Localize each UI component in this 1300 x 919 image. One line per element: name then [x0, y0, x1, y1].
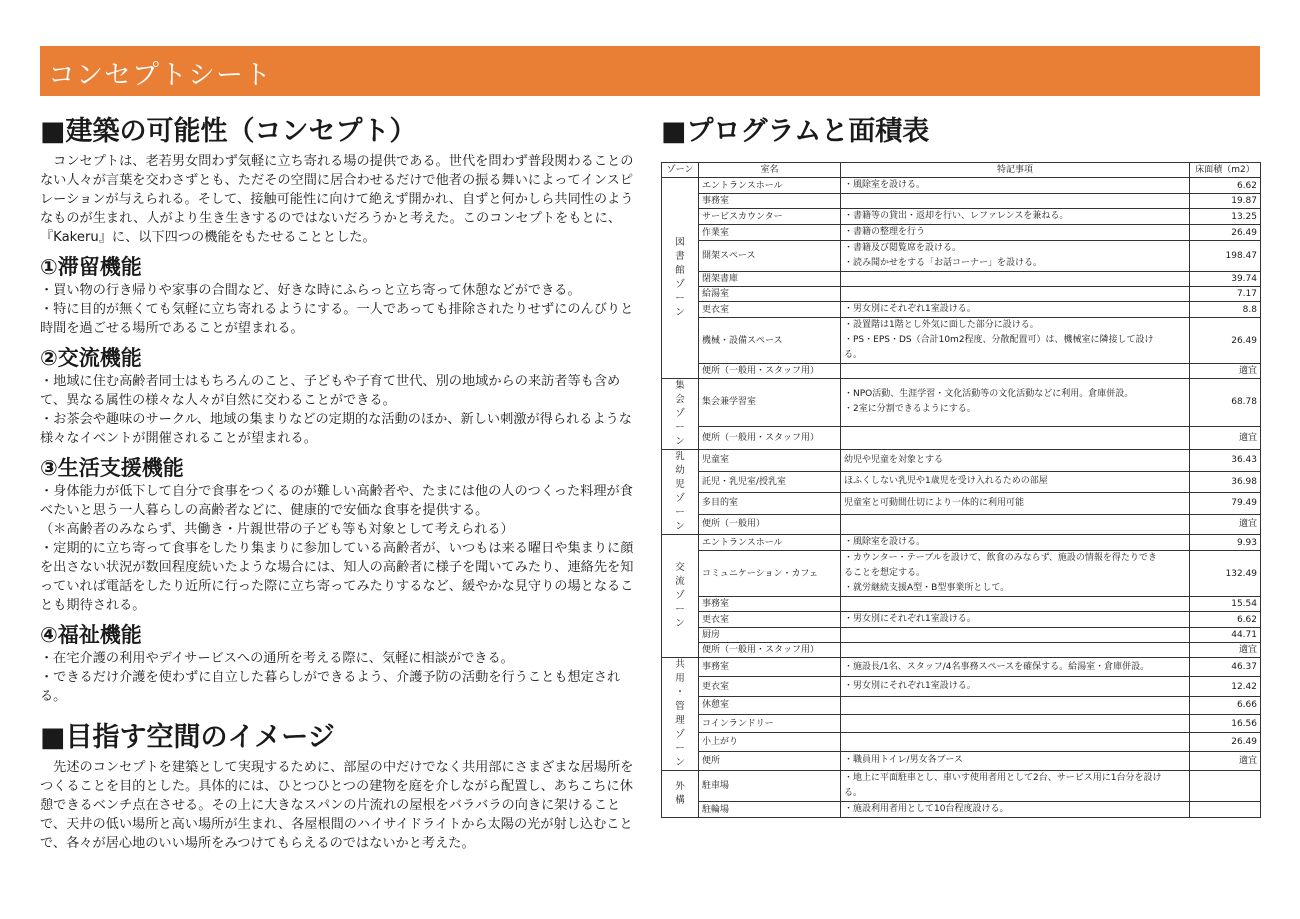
area-value: 適宜 — [1190, 426, 1261, 449]
note-line: 児童室と可動間仕切により一体的に利用可能 — [844, 497, 1025, 508]
table-row — [662, 628, 1261, 643]
table-row — [662, 471, 1261, 493]
area-value: 適宜 — [1190, 751, 1261, 770]
notes-cell — [841, 364, 1190, 379]
notes-cell — [841, 612, 1190, 628]
concept-column — [40, 112, 645, 853]
notes-cell — [841, 178, 1190, 194]
area-value: 適宜 — [1190, 364, 1261, 379]
note-line: ・就労継続支援A型・B型事業所として。 — [844, 583, 1010, 593]
notes-cell — [841, 658, 1190, 677]
table-row — [662, 450, 1261, 472]
zone-name: 外 構 — [675, 781, 685, 806]
note-line: ・男女別にそれぞれ1室設ける。 — [844, 681, 976, 692]
table-row — [662, 658, 1261, 677]
note-line: ・風除室を設ける。 — [844, 180, 926, 190]
area-value — [1190, 771, 1261, 802]
column-header: 床面積（m2） — [1190, 163, 1261, 178]
room-name: 更衣室 — [699, 302, 841, 318]
function-line: ・定期的に立ち寄って食事をしたり集まりに参加している高齢者が、いつもは来る曜日や集まりに顔を出さない状況が数回程度続いたような場合には、知人の高齢者に様子を聞いてみたり、連絡先を知っていれば電話をしたり近所に行った際に立ち寄ってみたりするなど、緩やかな見守りの場となることも期待される。 — [40, 541, 634, 613]
table-row — [662, 733, 1261, 751]
notes-cell — [841, 302, 1190, 318]
note-line: ることを想定する。 — [844, 568, 926, 578]
column-header: 室名 — [699, 163, 841, 178]
note-line: ・施設利用者用として10台程度設ける。 — [844, 804, 1009, 814]
room-name: 小上がり — [699, 733, 841, 751]
concept-intro: コンセプトは、老若男女問わず気軽に立ち寄れる場の提供である。世代を問わず普段関わることのない人々が言葉を交わさずとも、ただその空間に居合わせるだけで他者の振る舞いによってインスピレーションが与えられる。そして、接触可能性に向けて絶えず開かれ、自ずと何かしら共同性のようなものが生まれ、人がより生き生きするのではないだろうかと考えた。このコンセプトをもとに、『Kakeru』に、以下四つの機能をもたせることとした。 — [40, 154, 634, 245]
program-table — [661, 162, 1261, 818]
notes-cell — [841, 241, 1190, 272]
notes-cell — [841, 426, 1190, 449]
note-line: る。 — [844, 350, 863, 360]
zone-name: 乳 幼 児 ゾ ー ン — [675, 451, 685, 532]
table-row — [662, 318, 1261, 364]
notes-cell — [841, 643, 1190, 658]
room-name: 便所 — [699, 751, 841, 770]
area-value: 26.49 — [1190, 733, 1261, 751]
notes-cell — [841, 493, 1190, 515]
zone-cell — [662, 379, 699, 450]
program-column — [661, 112, 1261, 818]
notes-cell — [841, 514, 1190, 534]
notes-cell — [841, 715, 1190, 733]
room-name: 開架スペース — [699, 241, 841, 272]
zone-cell — [662, 178, 699, 379]
function-line: ・身体能力が低下して自分で食事をつくるのが難しい高齢者や、たまには他の人のつくった料理が食べたいと思う一人暮らしの高齢者などに、健康的で安価な食事を提供する。 — [40, 484, 633, 518]
notes-cell — [841, 450, 1190, 472]
table-row — [662, 715, 1261, 733]
room-name: 便所（一般用・スタッフ用） — [699, 364, 841, 379]
notes-cell — [841, 379, 1190, 427]
area-value: 13.25 — [1190, 209, 1261, 225]
function-line: ・特に目的が無くても気軽に立ち寄れるようにする。一人であっても排除されたりせずにのんびりと時間を過ごせる場所であることが望まれる。 — [40, 302, 634, 336]
room-name: サービスカウンター — [699, 209, 841, 225]
area-value: 132.49 — [1190, 551, 1261, 597]
notes-cell — [841, 272, 1190, 287]
table-row — [662, 241, 1261, 272]
notes-cell — [841, 194, 1190, 209]
zone-cell — [662, 658, 699, 771]
area-value: 6.66 — [1190, 696, 1261, 714]
area-value: 16.56 — [1190, 715, 1261, 733]
notes-cell — [841, 696, 1190, 714]
note-line: 幼児や児童を対象とする — [844, 454, 944, 465]
room-name: 厨房 — [699, 628, 841, 643]
zone-name: 集 会 ゾ ー ン — [675, 380, 685, 447]
area-value: 9.93 — [1190, 535, 1261, 551]
area-value: 36.98 — [1190, 471, 1261, 493]
note-line: ・男女別にそれぞれ1室設ける。 — [844, 614, 976, 624]
room-name: 事務室 — [699, 194, 841, 209]
function-title: ①滞留機能 — [40, 255, 142, 279]
title-banner — [40, 46, 1260, 96]
room-name: 駐輪場 — [699, 802, 841, 818]
area-value: 適宜 — [1190, 514, 1261, 534]
table-row — [662, 364, 1261, 379]
room-name: 事務室 — [699, 597, 841, 612]
notes-cell — [841, 802, 1190, 818]
note-line: ・書籍及び閲覧席を設ける。 — [844, 243, 962, 253]
notes-cell — [841, 471, 1190, 493]
table-row — [662, 802, 1261, 818]
table-row — [662, 302, 1261, 318]
notes-cell — [841, 318, 1190, 364]
area-value: 7.17 — [1190, 287, 1261, 302]
notes-cell — [841, 535, 1190, 551]
area-value: 198.47 — [1190, 241, 1261, 272]
area-value: 44.71 — [1190, 628, 1261, 643]
note-line: ・書籍の整理を行う — [844, 227, 926, 237]
note-line: る。 — [844, 788, 863, 798]
function-line: （＊高齢者のみならず、共働き・片親世帯の子ども等も対象として考えられる） — [40, 522, 514, 537]
note-line: ・職員用トイレ/男女各ブース — [844, 755, 963, 766]
room-name: コインランドリー — [699, 715, 841, 733]
area-value: 19.87 — [1190, 194, 1261, 209]
table-row — [662, 597, 1261, 612]
table-row — [662, 696, 1261, 714]
table-row — [662, 225, 1261, 241]
area-value: 79.49 — [1190, 493, 1261, 515]
area-value: 39.74 — [1190, 272, 1261, 287]
function-title: ②交流機能 — [40, 346, 142, 370]
area-value: 36.43 — [1190, 450, 1261, 472]
note-line: ほふくしない乳児や1歳児を受け入れるための部屋 — [844, 476, 1048, 487]
function-title: ④福祉機能 — [40, 623, 142, 647]
notes-cell — [841, 677, 1190, 696]
room-name: 作業室 — [699, 225, 841, 241]
room-name: 更衣室 — [699, 612, 841, 628]
room-name: 事務室 — [699, 658, 841, 677]
zone-name: 図 書 館 ゾ ー ン — [675, 237, 685, 318]
room-name: 多目的室 — [699, 493, 841, 515]
note-line: ・書籍等の貸出・返却を行い、レファレンスを兼ねる。 — [844, 211, 1069, 221]
concept-heading: ■建築の可能性（コンセプト） — [40, 116, 417, 147]
function-line: ・地域に住む高齢者同士はもちろんのこと、子どもや子育て世代、別の地域からの来訪者等も含めて、異なる属性の様々な人々が自然に交わることができる。 — [40, 374, 621, 408]
table-row — [662, 643, 1261, 658]
area-value: 6.62 — [1190, 612, 1261, 628]
table-row — [662, 272, 1261, 287]
note-line: ・地上に平面駐車とし、車いす使用者用として2台、サービス用に1台分を設け — [844, 773, 1162, 783]
table-row — [662, 493, 1261, 515]
area-value: 12.42 — [1190, 677, 1261, 696]
note-line: ・施設長/1名、スタッフ/4名事務スペースを確保する。給湯室・倉庫併設。 — [844, 661, 1150, 672]
note-line: ・風除室を設ける。 — [844, 537, 926, 547]
note-line: ・NPO活動、生涯学習・文化活動等の文化活動などに利用。倉庫併設。 — [844, 389, 1134, 400]
zone-cell — [662, 771, 699, 818]
zone-name: 交 流 ゾ ー ン — [675, 562, 685, 629]
room-name: 給湯室 — [699, 287, 841, 302]
note-line: ・読み聞かせをする「お話コーナー」を設ける。 — [844, 258, 1043, 268]
area-value: 68.78 — [1190, 379, 1261, 427]
table-header-row — [662, 163, 1261, 178]
table-row — [662, 551, 1261, 597]
area-value: 26.49 — [1190, 225, 1261, 241]
table-row — [662, 209, 1261, 225]
table-row — [662, 194, 1261, 209]
room-name: 集会兼学習室 — [699, 379, 841, 427]
table-row — [662, 535, 1261, 551]
note-line: ・2室に分割できるようにする。 — [844, 404, 976, 415]
banner-title: コンセプトシート — [48, 60, 272, 91]
room-name: 更衣室 — [699, 677, 841, 696]
function-line: ・買い物の行き帰りや家事の合間など、好きな時にふらっと立ち寄って休憩などができる。 — [40, 283, 581, 298]
note-line: ・カウンター・テーブルを設けて、飲食のみならず、施設の情報を得たりでき — [844, 553, 1157, 563]
room-name: 便所（一般用・スタッフ用） — [699, 643, 841, 658]
room-name: エントランスホール — [699, 178, 841, 194]
image-heading: ■目指す空間のイメージ — [40, 722, 335, 753]
table-row — [662, 751, 1261, 770]
room-name: エントランスホール — [699, 535, 841, 551]
function-line: ・在宅介護の利用やデイサービスへの通所を考える際に、気軽に相談ができる。 — [40, 651, 514, 666]
zone-cell — [662, 450, 699, 535]
note-line: ・設置階は1階とし外気に面した部分に設ける。 — [844, 320, 1039, 330]
area-value: 6.62 — [1190, 178, 1261, 194]
area-value: 26.49 — [1190, 318, 1261, 364]
notes-cell — [841, 551, 1190, 597]
room-name: 休憩室 — [699, 696, 841, 714]
function-list — [40, 253, 645, 706]
table-row — [662, 677, 1261, 696]
zone-name: 共 用 ・ 管 理 ゾ ー ン — [675, 659, 685, 768]
room-name: 閉架書庫 — [699, 272, 841, 287]
program-heading: ■プログラムと面積表 — [661, 116, 930, 147]
area-value: 適宜 — [1190, 643, 1261, 658]
notes-cell — [841, 733, 1190, 751]
function-line: ・できるだけ介護を使わずに自立した暮らしができるよう、介護予防の活動を行うことも想定される。 — [40, 670, 621, 704]
notes-cell — [841, 751, 1190, 770]
room-name: 駐車場 — [699, 771, 841, 802]
room-name: 機械・設備スペース — [699, 318, 841, 364]
note-line: ・PS・EPS・DS（合計10m2程度、分散配置可）は、機械室に隣接して設け — [844, 335, 1154, 345]
table-row — [662, 612, 1261, 628]
table-row — [662, 178, 1261, 194]
area-value — [1190, 802, 1261, 818]
table-row — [662, 426, 1261, 449]
notes-cell — [841, 771, 1190, 802]
area-value: 8.8 — [1190, 302, 1261, 318]
table-row — [662, 514, 1261, 534]
room-name: 託児・乳児室/授乳室 — [699, 471, 841, 493]
table-row — [662, 379, 1261, 427]
room-name: 便所（一般用） — [699, 514, 841, 534]
notes-cell — [841, 209, 1190, 225]
room-name: 児童室 — [699, 450, 841, 472]
table-row — [662, 771, 1261, 802]
function-title: ③生活支援機能 — [40, 456, 184, 480]
notes-cell — [841, 628, 1190, 643]
area-value: 15.54 — [1190, 597, 1261, 612]
notes-cell — [841, 597, 1190, 612]
area-value: 46.37 — [1190, 658, 1261, 677]
zone-cell — [662, 535, 699, 658]
image-text: 先述のコンセプトを建築として実現するために、部屋の中だけでなく共用部にさまざまな居場所をつくることを目的とした。具体的には、ひとつひとつの建物を庭を介しながら配置し、あちこちに休憩できるベンチ点在させる。その上に大きなスパンの片流れの屋根をバラバラの向きに架けることで、天井の低い場所と高い場所が生まれ、各屋根間のハイサイドライトから太陽の光が射し込むことで、各々が居心地のいい場所をみつけてもらえるのではないかと考えた。 — [40, 760, 634, 851]
room-name: 便所（一般用・スタッフ用） — [699, 426, 841, 449]
function-line: ・お茶会や趣味のサークル、地域の集まりなどの定期的な活動のほか、新しい刺激が得られるような様々なイベントが開催されることが望まれる。 — [40, 412, 632, 446]
column-header: ゾーン — [662, 163, 699, 178]
notes-cell — [841, 287, 1190, 302]
column-header: 特記事項 — [841, 163, 1190, 178]
note-line: ・男女別にそれぞれ1室設ける。 — [844, 304, 976, 314]
table-row — [662, 287, 1261, 302]
notes-cell — [841, 225, 1190, 241]
room-name: コミュニケーション・カフェ — [699, 551, 841, 597]
